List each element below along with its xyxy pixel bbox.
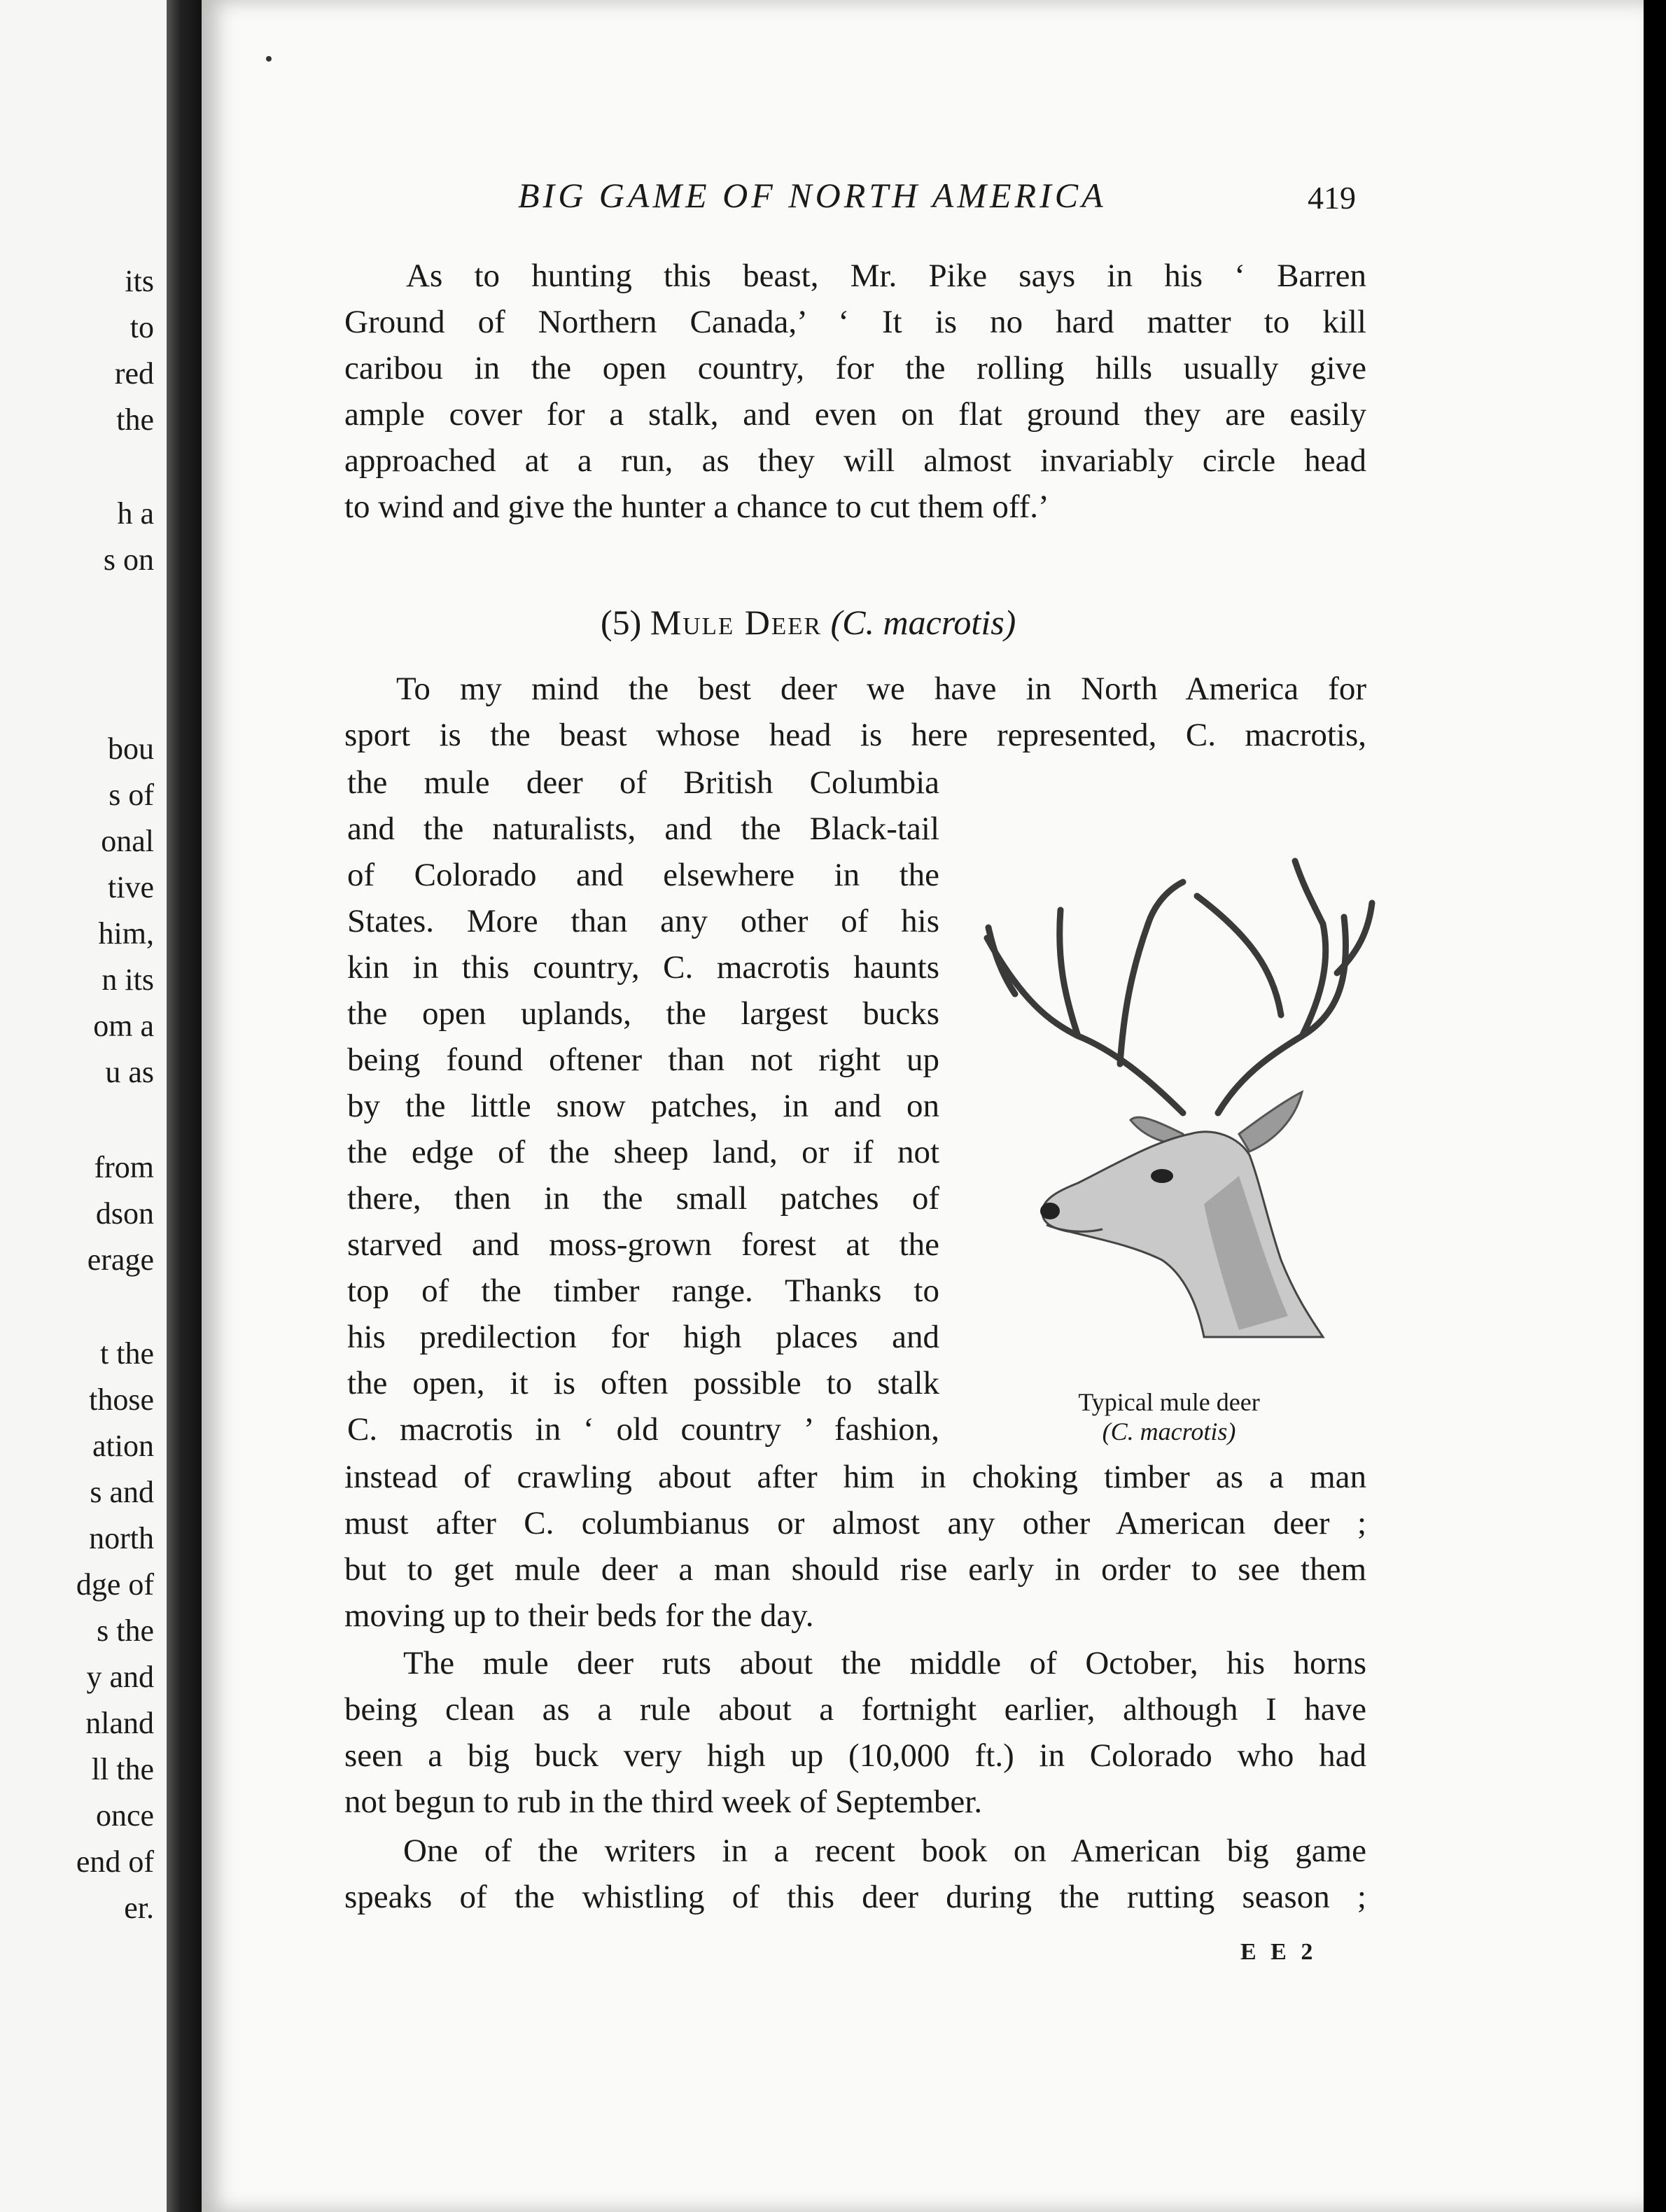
previous-page-text-fragment: ation xyxy=(92,1429,154,1463)
text-line: starved and moss-grown forest at the xyxy=(347,1226,939,1263)
previous-page-fragment xyxy=(0,0,167,2212)
text-line: to wind and give the hunter a chance to cut them off.’ xyxy=(344,489,1049,525)
previous-page-text-fragment: y and xyxy=(86,1660,154,1694)
text-line: must after C. columbianus or almost any other American deer ; xyxy=(344,1505,1366,1541)
text-line: by the little snow patches, in and on xyxy=(347,1088,939,1124)
text-line: As to hunting this beast, Mr. Pike says in his ‘ Barren xyxy=(406,258,1366,294)
text-line: his predilection for high places and xyxy=(347,1319,939,1355)
previous-page-text-fragment: red xyxy=(114,356,154,391)
figure-caption: Typical mule deer xyxy=(1078,1388,1260,1416)
text-line: moving up to their beds for the day. xyxy=(344,1597,814,1634)
text-line: of Colorado and elsewhere in the xyxy=(347,857,939,893)
previous-page-text-fragment: him, xyxy=(98,916,154,951)
text-line: ample cover for a stalk, and even on flat ground they are easily xyxy=(344,396,1366,433)
previous-page-text-fragment: to xyxy=(130,310,154,344)
previous-page-text-fragment: t the xyxy=(100,1336,154,1371)
text-line: but to get mule deer a man should rise early in order to see them xyxy=(344,1551,1366,1588)
previous-page-text-fragment: om a xyxy=(93,1009,154,1043)
previous-page-text-fragment: erage xyxy=(87,1242,154,1277)
previous-page-text-fragment: s the xyxy=(97,1614,154,1648)
page-speck xyxy=(266,56,272,62)
previous-page-text-fragment: u as xyxy=(105,1055,154,1089)
text-line: The mule deer ruts about the middle of October, his horns xyxy=(403,1645,1366,1681)
text-line: and the naturalists, and the Black-tail xyxy=(347,811,939,847)
text-line: kin in this country, C. macrotis haunts xyxy=(347,949,939,986)
mule-deer-illustration xyxy=(973,784,1379,1344)
previous-page-text-fragment: those xyxy=(89,1382,154,1417)
previous-page-text-fragment: onal xyxy=(101,824,154,858)
previous-page-text-fragment: its xyxy=(125,264,154,298)
text-line: there, then in the small patches of xyxy=(347,1180,939,1217)
text-line: States. More than any other of his xyxy=(347,903,939,939)
text-line: not begun to rub in the third week of September. xyxy=(344,1784,983,1820)
section-latin-name: (C. macrotis) xyxy=(830,603,1016,642)
previous-page-text-fragment: the xyxy=(116,402,154,437)
text-line: C. macrotis in ‘ old country ’ fashion, xyxy=(347,1411,939,1448)
text-line: speaks of the whistling of this deer during the rutting season ; xyxy=(344,1879,1366,1915)
text-line: the mule deer of British Columbia xyxy=(347,764,939,801)
text-line: One of the writers in a recent book on American big game xyxy=(403,1833,1366,1869)
previous-page-text-fragment: bou xyxy=(108,732,154,766)
text-line: the open uplands, the largest bucks xyxy=(347,995,939,1032)
book-gutter xyxy=(167,0,202,2212)
previous-page-text-fragment: s and xyxy=(90,1475,154,1509)
section-number: (5) xyxy=(601,603,642,642)
previous-page-text-fragment: er. xyxy=(124,1891,154,1925)
text-line: approached at a run, as they will almost invariably circle head xyxy=(344,442,1366,479)
figure-caption-latin: (C. macrotis) xyxy=(1102,1418,1236,1446)
page-number: 419 xyxy=(1308,180,1356,216)
section-heading xyxy=(601,602,1016,643)
text-line: sport is the beast whose head is here represented, C. macrotis, xyxy=(344,717,1366,753)
previous-page-text-fragment: end of xyxy=(76,1844,154,1879)
text-line: the edge of the sheep land, or if not xyxy=(347,1134,939,1170)
previous-page-text-fragment: north xyxy=(89,1521,154,1555)
text-line: seen a big buck very high up (10,000 ft.) in Colorado who had xyxy=(344,1737,1366,1774)
text-line: top of the timber range. Thanks to xyxy=(347,1273,939,1309)
text-line: the open, it is often possible to stalk xyxy=(347,1365,939,1401)
text-line: being clean as a rule about a fortnight earlier, although I have xyxy=(344,1691,1366,1728)
page-edge-shadow xyxy=(1644,0,1666,2212)
previous-page-text-fragment: h a xyxy=(117,496,154,531)
previous-page-text-fragment: once xyxy=(95,1798,154,1833)
section-title: Mule Deer xyxy=(650,603,822,642)
previous-page-text-fragment: n its xyxy=(102,962,154,997)
signature-mark: E E 2 xyxy=(1240,1939,1317,1965)
text-line: caribou in the open country, for the rolling hills usually give xyxy=(344,350,1366,386)
previous-page-text-fragment: dson xyxy=(95,1196,154,1231)
previous-page-text-fragment: s on xyxy=(103,542,154,577)
text-line: To my mind the best deer we have in North America for xyxy=(396,671,1366,707)
text-line: being found oftener than not right up xyxy=(347,1042,939,1078)
previous-page-text-fragment: s of xyxy=(108,778,154,812)
text-line: instead of crawling about after him in choking timber as a man xyxy=(344,1459,1366,1495)
previous-page-text-fragment: from xyxy=(94,1150,154,1184)
previous-page-text-fragment: tive xyxy=(108,870,154,904)
previous-page-text-fragment: nland xyxy=(85,1706,154,1740)
text-line: Ground of Northern Canada,’ ‘ It is no hard matter to kill xyxy=(344,304,1366,340)
previous-page-text-fragment: ll the xyxy=(91,1752,154,1786)
previous-page-text-fragment: dge of xyxy=(76,1567,154,1602)
running-head: BIG GAME OF NORTH AMERICA xyxy=(518,176,1107,215)
